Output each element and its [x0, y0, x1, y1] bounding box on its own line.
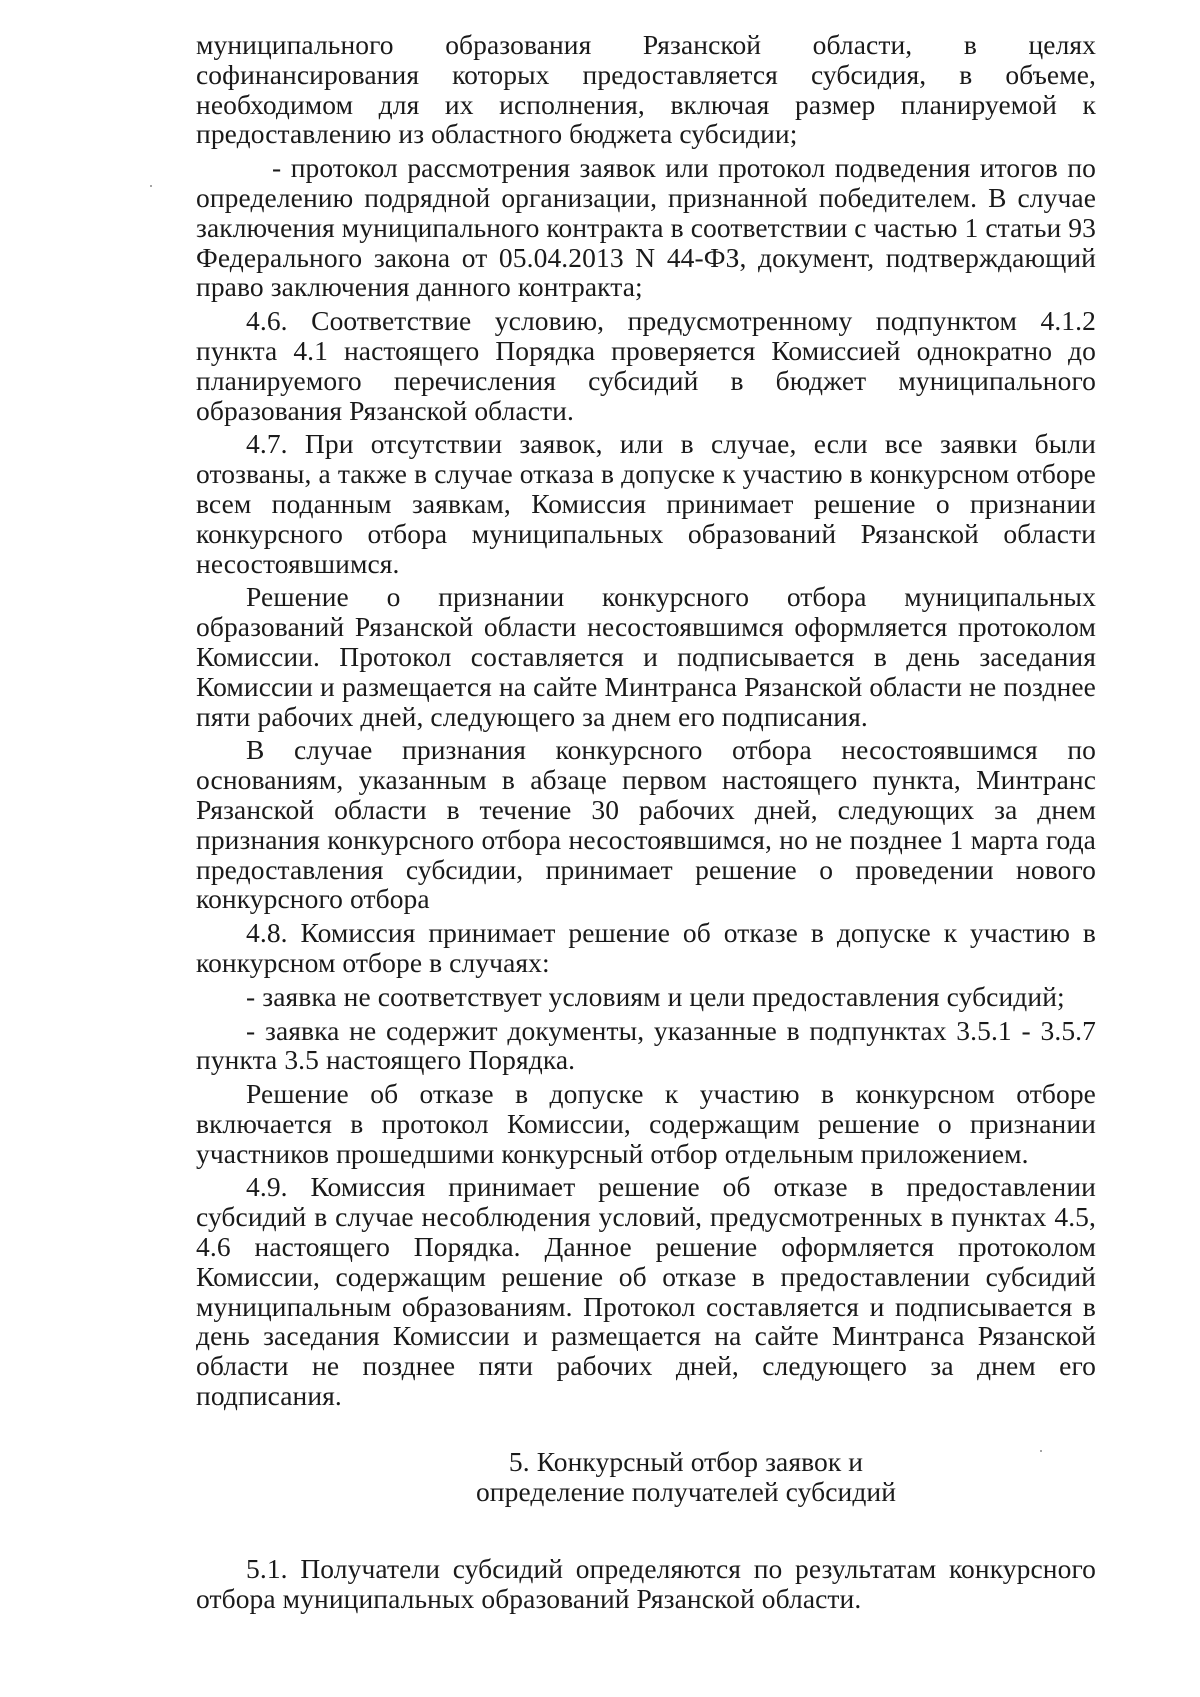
section-heading	[196, 1447, 1096, 1507]
paragraph-4-8: 4.8. Комиссия принимает решение об отказе в допуске к участию в конкурсном отборе в случаях:	[196, 917, 1096, 978]
section-heading-line-1: 5. Конкурсный отбор заявок и	[508, 1445, 864, 1477]
paragraph-4-7-decision: Решение о признании конкурсного отбора муниципальных образований Рязанской области несостоявшимся оформляется протоколом Комиссии. Протокол составляется и подписывается в день заседания Комиссии и размещается на сайте Минтранса Рязанской области не позднее пяти рабочих дней, следующего за днем его подписания.	[196, 581, 1096, 732]
paragraph-4-8-item-1: - заявка не соответствует условиям и цели предоставления субсидий;	[246, 980, 1065, 1012]
paragraph-4-7: 4.7. При отсутствии заявок, или в случае, если все заявки были отозваны, а также в случае отказа в допуске к участию в конкурсном отборе всем поданным заявкам, Комиссия принимает решение о признании конкурсного отбора муниципальных образований Рязанской области несостоявшимся.	[196, 428, 1096, 579]
paragraph-4-8-item-2: - заявка не содержит документы, указанные в подпунктах 3.5.1 - 3.5.7 пункта 3.5 настоящего Порядка.	[196, 1014, 1096, 1076]
paragraph-4-8-decision: Решение об отказе в допуске к участию в конкурсном отборе включается в протокол Комиссии, содержащим решение о признании участников прошедшими конкурсный отбор отдельным приложением.	[196, 1078, 1096, 1169]
paragraph-5-1: 5.1. Получатели субсидий определяются по результатам конкурсного отбора муниципальных образований Рязанской области.	[196, 1553, 1096, 1615]
scan-speck	[150, 185, 152, 187]
paragraph-4-7-new-selection: В случае признания конкурсного отбора несостоявшимся по основаниям, указанным в абзаце первом настоящего пункта, Минтранс Рязанской области в течение 30 рабочих дней, следующих за днем признания конкурсного отбора несостоявшимся, но не позднее 1 марта года предоставления субсидии, принимает решение о проведении нового конкурсного отбора	[196, 734, 1096, 915]
paragraph-4-6: 4.6. Соответствие условию, предусмотренному подпунктом 4.1.2 пункта 4.1 настоящего Порядка проверяется Комиссией однократно до планируемого перечисления субсидий в бюджет муниципального образования Рязанской области.	[196, 305, 1096, 426]
paragraph-continuation: муниципального образования Рязанской области, в целях софинансирования которых предоставляется субсидия, в объеме, необходимом для их исполнения, включая размер планируемой к предоставлению из областного бюджета субсидии;	[196, 29, 1096, 150]
scan-speck	[1040, 1450, 1042, 1452]
document-page	[196, 30, 1096, 1670]
section-heading-line-2: определение получателей субсидий	[475, 1475, 897, 1507]
paragraph-4-9: 4.9. Комиссия принимает решение об отказе в предоставлении субсидий в случае несоблюдения условий, предусмотренных в пунктах 4.5, 4.6 настоящего Порядка. Данное решение оформляется протоколом Комиссии, содержащим решение об отказе в предоставлении субсидий муниципальным образованиям. Протокол составляется и подписывается в день заседания Комиссии и размещается на сайте Минтранса Рязанской области не позднее пяти рабочих дней, следующего за днем его подписания.	[196, 1171, 1096, 1412]
paragraph-protocol-item: - протокол рассмотрения заявок или протокол подведения итогов по определению подрядной организации, признанной победителем. В случае заключения муниципального контракта в соответствии с частью 1 статьи 93 Федерального закона от 05.04.2013 N 44-ФЗ, документ, подтверждающий право заключения данного контракта;	[196, 152, 1096, 303]
